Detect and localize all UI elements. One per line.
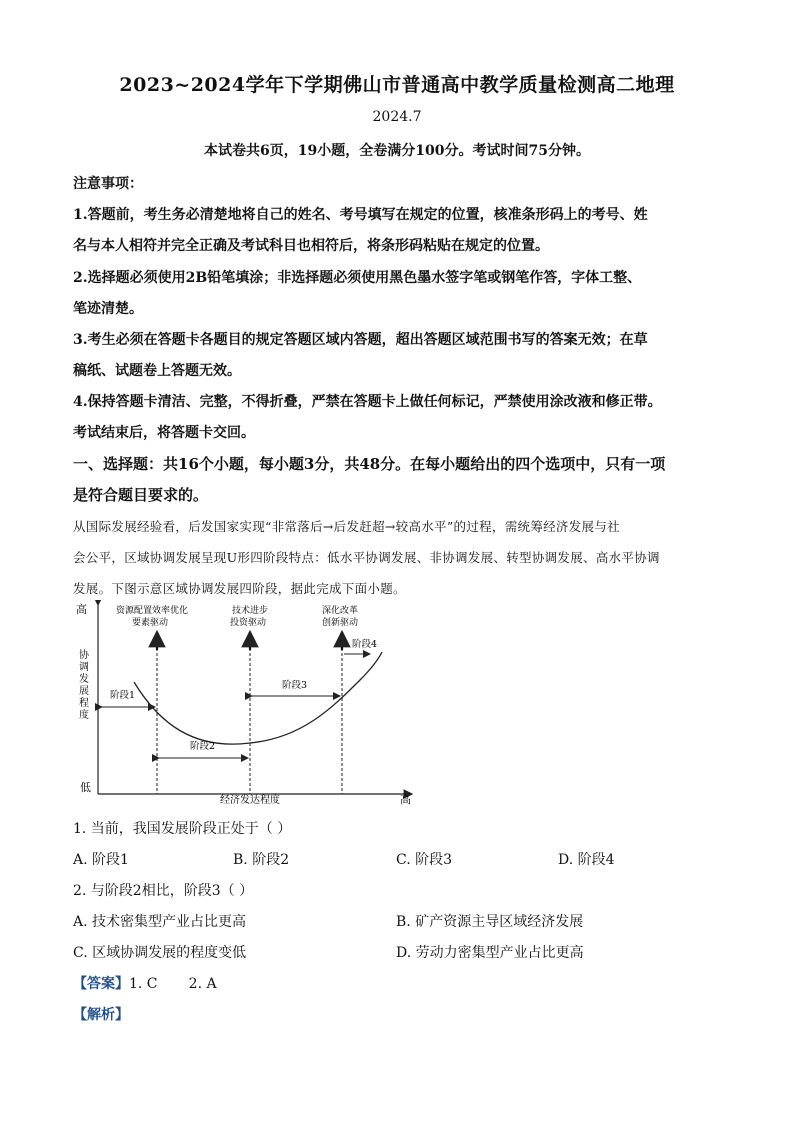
intro-line: 从国际发展经验看，后发国家实现“非常落后→后发赶超→较高水平”的过程，需统筹经济发展与社 bbox=[73, 519, 620, 534]
analysis-tag: 【解析】 bbox=[73, 1007, 129, 1023]
note-line: 1.答题前，考生务必清楚地将自己的姓名、考号填写在规定的位置，核准条形码上的考号、姓 bbox=[73, 207, 648, 223]
answer-tag: 【答案】 bbox=[73, 976, 129, 992]
note-line: 稿纸、试题卷上答题无效。 bbox=[73, 363, 241, 379]
question-option[interactable]: D. 劳动力密集型产业占比更高 bbox=[396, 945, 584, 961]
y-axis-label-char: 协 bbox=[79, 650, 89, 661]
question-option[interactable]: C. 阶段3 bbox=[396, 852, 453, 868]
analysis-line bbox=[73, 1004, 129, 1024]
driver-label: 技术进步 bbox=[232, 606, 269, 616]
note-line: 名与本人相符并完全正确及考试科目也相符后，将条形码粘贴在规定的位置。 bbox=[73, 238, 549, 254]
note-line: 考试结束后，将答题卡交回。 bbox=[73, 425, 255, 441]
note-line: 4.保持答题卡清洁、完整，不得折叠，严禁在答题卡上做任何标记，严禁使用涂改液和修正带。 bbox=[73, 394, 662, 410]
y-axis-label-char: 程 bbox=[79, 698, 89, 709]
answer-text: 1. C 2. A bbox=[129, 976, 217, 992]
intro-line: 发展。下图示意区域协调发展四阶段，据此完成下面小题。 bbox=[73, 581, 406, 596]
stage-label: 阶段1 bbox=[110, 690, 136, 701]
exam-description: 本试卷共6页，19小题，全卷满分100分。考试时间75分钟。 bbox=[204, 143, 590, 159]
driver-label: 深化改革 bbox=[322, 606, 359, 616]
question-option[interactable]: A. 技术密集型产业占比更高 bbox=[73, 914, 247, 930]
note-line: 2.选择题必须使用2B铅笔填涂；非选择题必须使用黑色墨水签字笔或钢笔作答，字体工整、 bbox=[73, 270, 642, 286]
section-heading: 是符合题目要求的。 bbox=[73, 486, 209, 504]
exam-title: 2023~2024学年下学期佛山市普通高中教学质量检测高二地理 bbox=[119, 74, 675, 96]
x-axis-high: 高 bbox=[400, 793, 411, 806]
intro-line: 会公平，区域协调发展呈现U形四阶段特点：低水平协调发展、非协调发展、转型协调发展、高水平协调 bbox=[73, 550, 660, 565]
driver-label: 创新驱动 bbox=[322, 618, 359, 628]
y-axis-label-char: 发 bbox=[79, 674, 89, 685]
driver-label: 投资驱动 bbox=[230, 618, 267, 628]
coordination-diagram bbox=[70, 600, 430, 810]
question-stem: 1. 当前，我国发展阶段正处于（ ） bbox=[73, 821, 292, 837]
question-option[interactable]: D. 阶段4 bbox=[558, 852, 615, 868]
y-axis-label-char: 展 bbox=[79, 686, 89, 697]
question-option[interactable]: C. 区域协调发展的程度变低 bbox=[73, 945, 247, 961]
driver-label: 资源配置效率优化 bbox=[116, 606, 189, 616]
answer-line bbox=[73, 973, 217, 993]
x-axis-label: 经济发达程度 bbox=[220, 795, 280, 806]
driver-label: 要素驱动 bbox=[132, 618, 169, 628]
u-curve bbox=[134, 652, 382, 744]
question-option[interactable]: B. 阶段2 bbox=[233, 852, 290, 868]
y-axis-high: 高 bbox=[76, 603, 87, 616]
stage-label: 阶段2 bbox=[190, 741, 216, 752]
y-axis-label-char: 调 bbox=[79, 662, 89, 673]
stage-label: 阶段3 bbox=[282, 680, 308, 691]
question-stem: 2. 与阶段2相比，阶段3（ ） bbox=[73, 883, 254, 899]
question-option[interactable]: B. 矿产资源主导区域经济发展 bbox=[396, 914, 584, 930]
note-line: 3.考生必须在答题卡各题目的规定答题区域内答题，超出答题区域范围书写的答案无效；在草 bbox=[73, 332, 648, 348]
y-axis-low: 低 bbox=[80, 781, 91, 794]
question-option[interactable]: A. 阶段1 bbox=[73, 852, 129, 868]
section-heading: 一、选择题：共16个小题，每小题3分，共48分。在每小题给出的四个选项中，只有一项 bbox=[73, 455, 666, 473]
note-line: 笔迹清楚。 bbox=[73, 301, 143, 317]
exam-date: 2024.7 bbox=[372, 109, 422, 125]
y-axis-label-char: 度 bbox=[79, 710, 89, 721]
stage-label: 阶段4 bbox=[352, 639, 378, 650]
notes-heading: 注意事项： bbox=[73, 176, 143, 192]
